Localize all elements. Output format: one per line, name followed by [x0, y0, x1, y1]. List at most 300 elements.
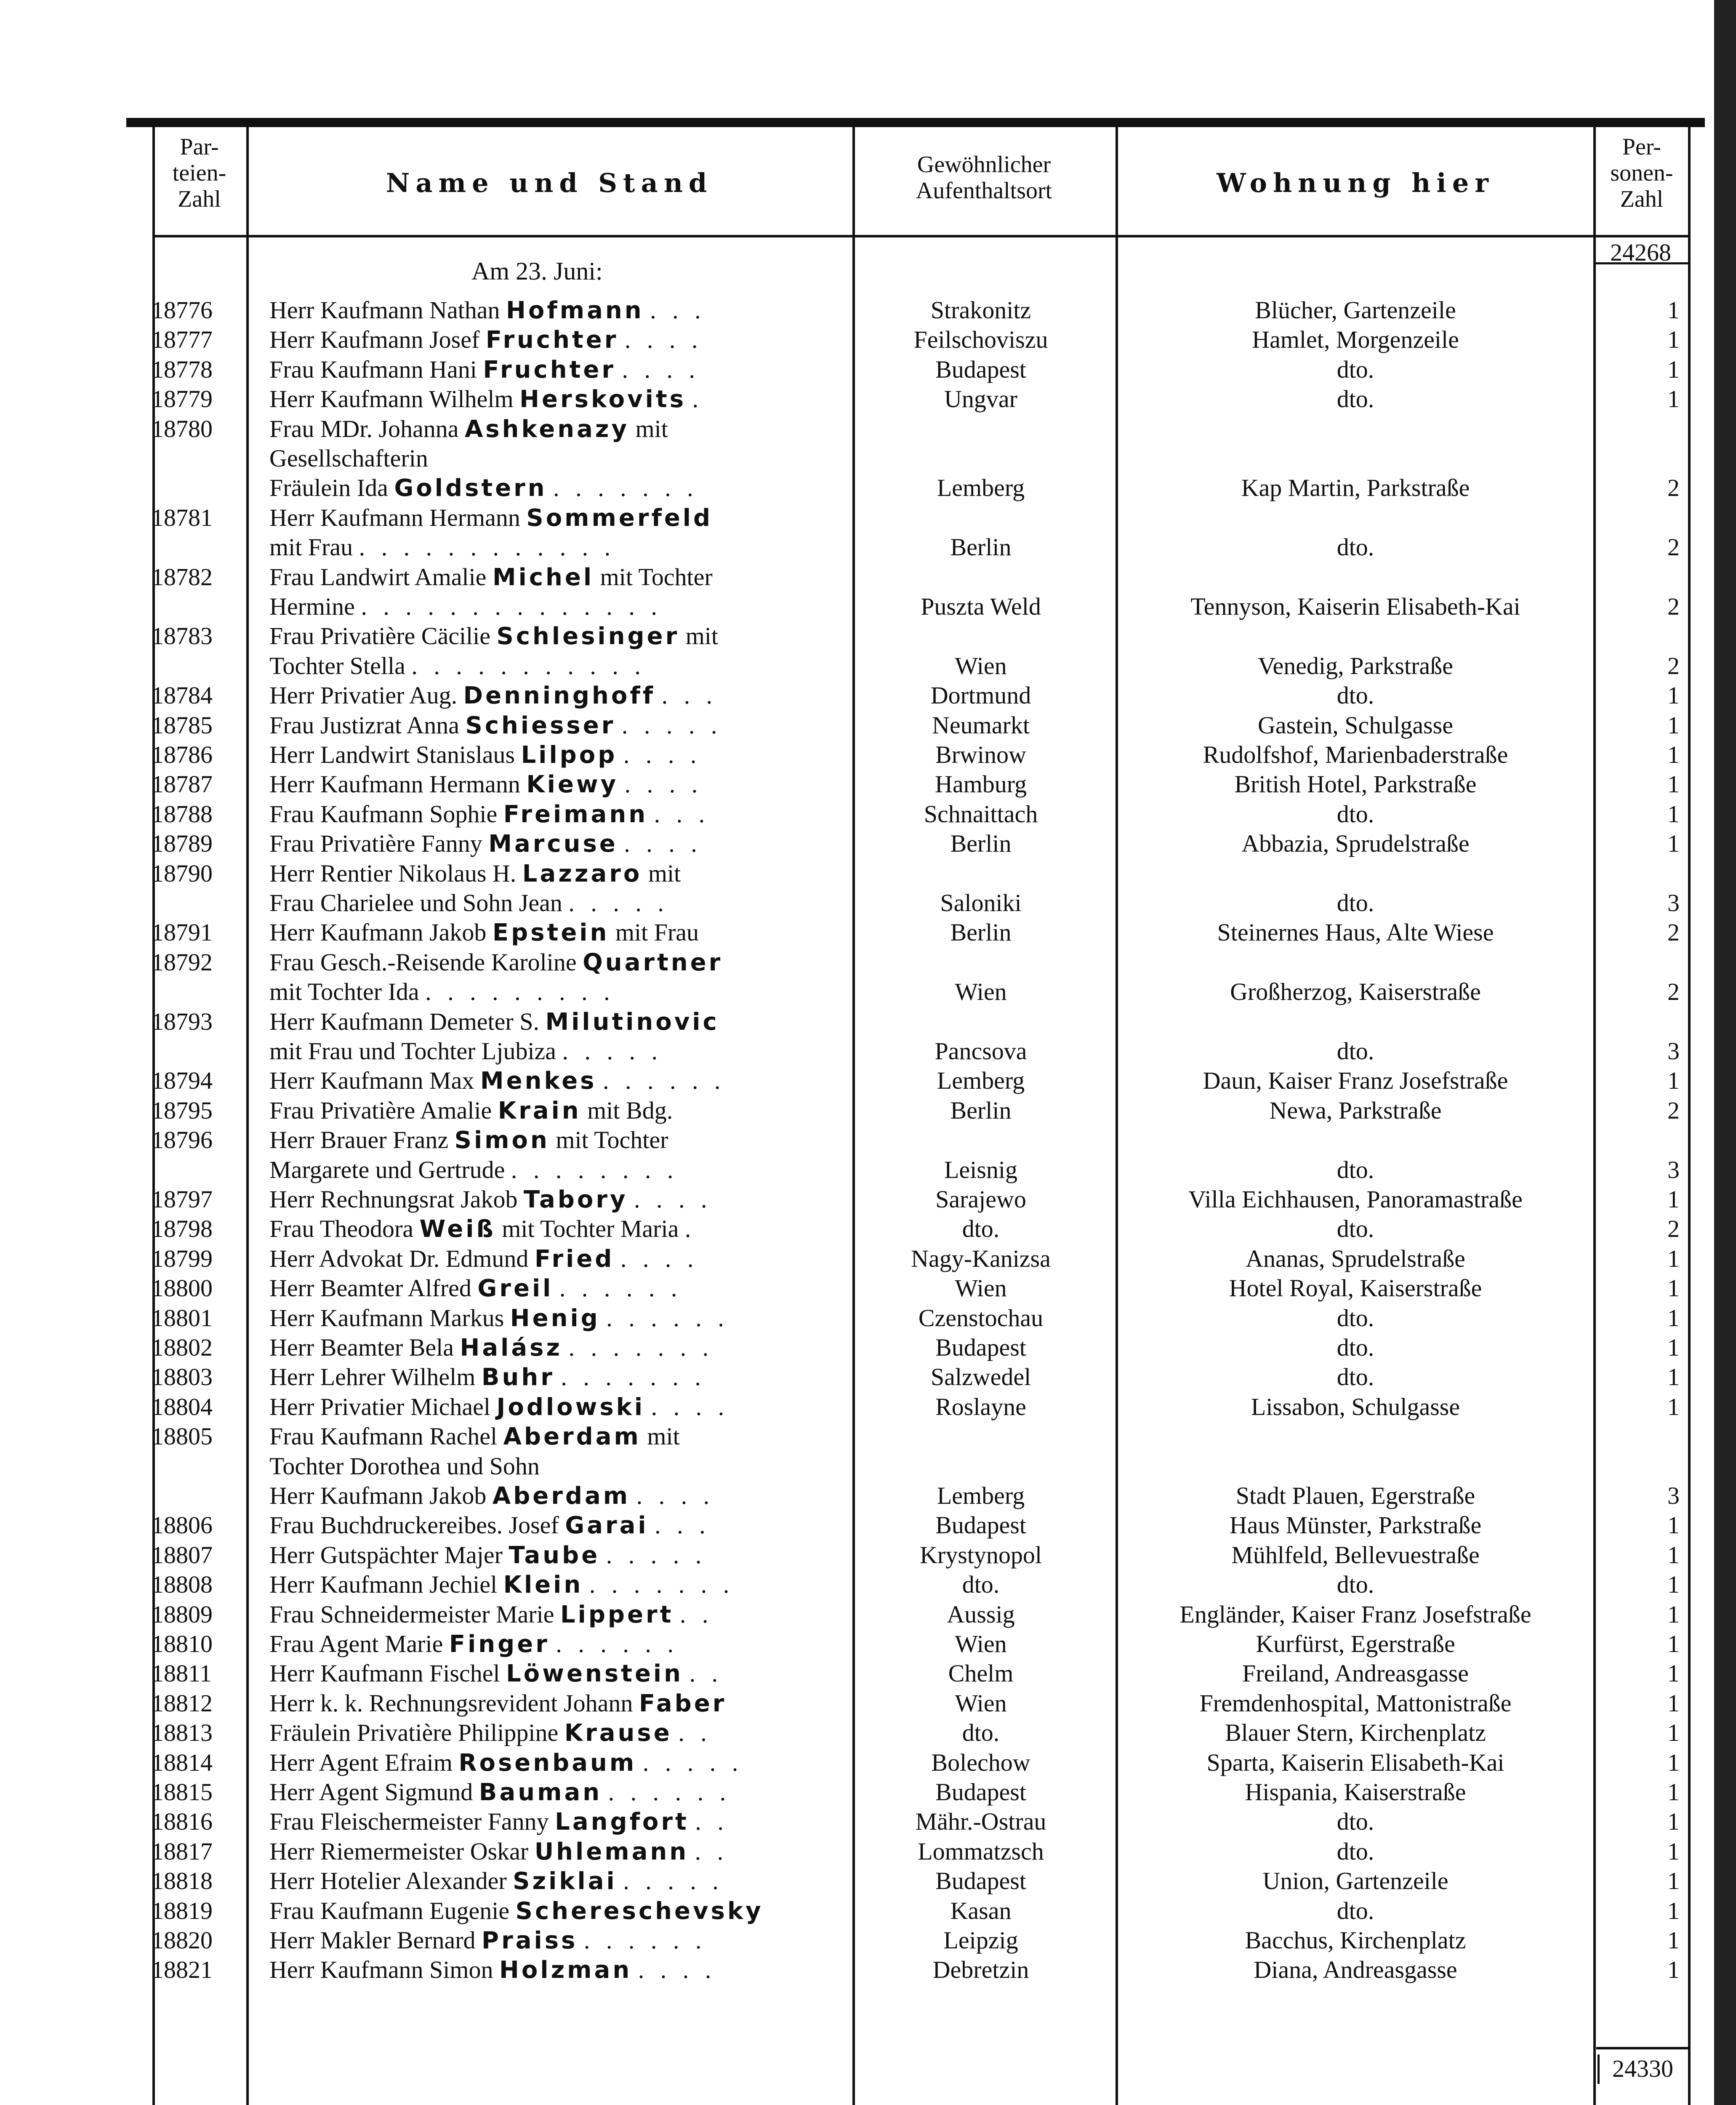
leader-dots: . . . . . . . [561, 1363, 706, 1391]
party-number: 18804 [152, 1393, 213, 1420]
usual-residence: Leipzig [943, 1926, 1018, 1954]
name-cell [269, 1955, 842, 1985]
surname: Menkes [480, 1067, 597, 1095]
party-number: 18810 [152, 1630, 213, 1657]
surname: Jodlowski [496, 1393, 645, 1421]
person-count: 1 [1667, 800, 1680, 828]
usual-residence: Mähr.-Ostrau [915, 1808, 1046, 1836]
usual-residence: Budapest [935, 1778, 1026, 1806]
lodging-address: dto. [1337, 682, 1374, 709]
lodging-address: Großherzog, Kaiserstraße [1230, 978, 1481, 1006]
usual-residence: Lemberg [937, 1067, 1025, 1095]
party-number: 18814 [152, 1748, 213, 1776]
leader-dots: . . . . . [562, 1037, 663, 1065]
usual-residence: Berlin [950, 533, 1012, 561]
person-count: 2 [1667, 652, 1680, 679]
usual-residence: Wien [955, 652, 1007, 679]
person-count: 1 [1667, 1956, 1680, 1984]
name-and-title: Frau Kaufmann Hani [269, 355, 477, 383]
leader-dots: . . . . . . [559, 1274, 682, 1302]
person-count: 1 [1667, 711, 1680, 739]
table-row [0, 1777, 1736, 1807]
name-cell [269, 1570, 842, 1600]
person-count: 1 [1667, 1630, 1680, 1657]
person-count: 2 [1667, 919, 1680, 946]
usual-residence: dto. [962, 1719, 1000, 1747]
table-row [0, 1659, 1736, 1688]
header-address: Wohnung hier [1217, 168, 1494, 198]
name-and-title: Herr Riemermeister Oskar [269, 1837, 529, 1865]
usual-residence: Czenstochau [918, 1304, 1044, 1332]
person-count: 2 [1667, 593, 1680, 620]
name-cell [269, 1066, 842, 1096]
party-number: 18782 [152, 563, 213, 591]
surname: Faber [639, 1689, 727, 1717]
leader-dots: . . . . . . . . [511, 1156, 679, 1183]
name-cell [269, 1244, 842, 1274]
person-count: 1 [1667, 1571, 1680, 1599]
lodging-address: dto. [1337, 1363, 1374, 1391]
person-count: 1 [1667, 1926, 1680, 1954]
usual-residence: Nagy-Kanizsa [911, 1244, 1051, 1272]
surname: Holzman [499, 1956, 632, 1984]
party-number: 18805 [152, 1423, 213, 1450]
person-count: 3 [1667, 1156, 1680, 1183]
usual-residence: Lemberg [937, 1482, 1025, 1509]
surname: Krause [564, 1719, 672, 1747]
name-cell [269, 444, 842, 474]
carry-forward-total: 24268 [1610, 239, 1671, 266]
name-and-title: Herr Kaufmann Jechiel [269, 1571, 498, 1599]
name-and-title: Frau Charielee und Sohn Jean [269, 889, 562, 917]
surname: Greil [477, 1275, 554, 1303]
table-row [0, 325, 1736, 354]
surname: Uhlemann [534, 1838, 689, 1865]
table-row [0, 888, 1736, 918]
name-cell [269, 1807, 842, 1837]
name-and-title: Herr Kaufmann Jakob [269, 919, 487, 946]
leader-dots: . . [695, 1808, 729, 1836]
name-and-title: Herr Kaufmann Jakob [269, 1482, 487, 1509]
person-count: 2 [1667, 1096, 1680, 1124]
party-number: 18803 [152, 1363, 213, 1391]
lodging-address: dto. [1337, 889, 1374, 917]
header-name: Name und Stand [386, 168, 713, 198]
usual-residence: Wien [955, 1689, 1007, 1717]
leader-dots: . . . . [651, 1393, 730, 1420]
person-count: 1 [1667, 1689, 1680, 1717]
name-cell [269, 1777, 842, 1807]
name-and-title: Frau Kaufmann Eugenie [269, 1897, 510, 1924]
lodging-address: dto. [1337, 385, 1374, 413]
table-row [0, 1540, 1736, 1570]
usual-residence: Budapest [935, 1867, 1026, 1895]
usual-residence: Roslayne [935, 1393, 1026, 1420]
leader-dots: . . . . . . [606, 1304, 729, 1332]
usual-residence: Feilschoviszu [913, 326, 1048, 354]
leader-dots: . . [678, 1719, 712, 1747]
surname: Lilpop [521, 741, 618, 769]
usual-residence: Strakonitz [930, 296, 1031, 324]
person-count: 1 [1667, 326, 1680, 354]
usual-residence: Budapest [935, 1334, 1026, 1361]
name-and-title: Herr Landwirt Stanislaus [269, 741, 515, 768]
leader-dots: . . . [654, 800, 710, 828]
header-party-line-1: Par- [180, 134, 219, 160]
name-cell [269, 1896, 842, 1926]
surname: Buhr [481, 1364, 555, 1391]
table-row [0, 770, 1736, 799]
name-and-title: Herr Kaufmann Josef [269, 326, 480, 354]
name-cell [269, 1214, 842, 1244]
name-and-title: Herr Agent Sigmund [269, 1778, 473, 1806]
table-row [0, 296, 1736, 325]
name-cell [269, 1837, 842, 1867]
table-row [0, 1866, 1736, 1896]
name-suffix: mit [647, 1423, 680, 1450]
lodging-address: Stadt Plauen, Egerstraße [1235, 1482, 1475, 1509]
party-number: 18780 [152, 415, 213, 442]
surname: Aberdam [492, 1482, 631, 1510]
person-count: 1 [1667, 1393, 1680, 1420]
surname: Goldstern [394, 474, 547, 502]
name-and-title: Herr Lehrer Wilhelm [269, 1363, 476, 1391]
lodging-address: Haus Münster, Parkstraße [1229, 1511, 1482, 1539]
usual-residence: Wien [955, 1274, 1007, 1302]
table-row [0, 414, 1736, 444]
person-count: 1 [1667, 1748, 1680, 1776]
table-row [0, 948, 1736, 977]
name-and-title: Herr Beamter Bela [269, 1334, 454, 1361]
lodging-address: Kap Martin, Parkstraße [1241, 474, 1470, 502]
table-row [0, 1214, 1736, 1244]
name-and-title: Frau Privatière Fanny [269, 830, 482, 858]
lodging-address: British Hotel, Parkstraße [1234, 770, 1477, 798]
lodging-address: dto. [1337, 533, 1374, 561]
party-number: 18811 [152, 1660, 212, 1687]
person-count: 1 [1667, 682, 1680, 709]
surname: Löwenstein [506, 1660, 683, 1688]
name-and-title: Herr Advokat Dr. Edmund [269, 1244, 529, 1272]
name-cell [269, 711, 842, 741]
surname: Aberdam [503, 1423, 641, 1451]
header-persons-line-2: sonen- [1610, 160, 1673, 186]
table-row [0, 444, 1736, 473]
table-row [0, 1244, 1736, 1274]
party-number: 18806 [152, 1511, 213, 1539]
name-cell [269, 325, 842, 355]
lodging-address: Hispania, Kaiserstraße [1245, 1778, 1466, 1806]
leader-dots: . . . . [636, 1482, 715, 1509]
name-cell [269, 355, 842, 385]
name-and-title: Frau Privatière Amalie [269, 1096, 492, 1124]
lodging-address: Newa, Parkstraße [1269, 1096, 1442, 1124]
table-row [0, 1629, 1736, 1659]
lodging-address: dto. [1337, 1808, 1374, 1836]
name-cell [269, 1748, 842, 1778]
name-cell [269, 621, 842, 651]
party-number: 18778 [152, 355, 213, 383]
table-row [0, 1007, 1736, 1037]
usual-residence: Kasan [950, 1897, 1012, 1924]
name-and-title: Herr Kaufmann Markus [269, 1304, 504, 1332]
lodging-address: Kurfürst, Egerstraße [1256, 1630, 1455, 1657]
name-and-title: Frau Theodora [269, 1215, 413, 1243]
table-row [0, 1185, 1736, 1214]
person-count: 1 [1667, 355, 1680, 383]
person-count: 1 [1667, 1660, 1680, 1687]
header-persons-line-3: Zahl [1620, 186, 1664, 212]
person-count: 1 [1667, 1186, 1680, 1213]
surname: Ashkenazy [464, 415, 629, 443]
header-party-line-2: teien- [172, 160, 226, 186]
table-top-rule [126, 118, 1705, 127]
surname: Sommerfeld [526, 504, 713, 532]
name-and-title: Herr Makler Bernard [269, 1926, 476, 1954]
usual-residence: Sarajewo [935, 1186, 1026, 1213]
surname: Fruchter [483, 356, 616, 384]
person-count: 2 [1667, 533, 1680, 561]
header-party-number [152, 134, 246, 212]
surname: Krain [498, 1097, 581, 1124]
name-cell [269, 1926, 842, 1956]
usual-residence: Berlin [950, 830, 1012, 858]
usual-residence: Aussig [947, 1600, 1015, 1628]
name-cell [269, 1511, 842, 1540]
table-row [0, 1125, 1736, 1155]
surname: Kiewy [526, 771, 619, 799]
table-row [0, 1392, 1736, 1422]
table-row [0, 592, 1736, 621]
usual-residence: Dortmund [930, 682, 1031, 709]
leader-dots: . . . . . . [608, 1778, 731, 1806]
table-row [0, 1333, 1736, 1362]
person-count: 2 [1667, 1215, 1680, 1243]
date-heading: Am 23. Juni: [471, 257, 603, 285]
surname: Schiesser [465, 711, 616, 739]
name-and-title: Herr Agent Efraim [269, 1748, 453, 1776]
usual-residence: Budapest [935, 355, 1026, 383]
name-cell [269, 859, 842, 889]
name-and-title: Frau Justizrat Anna [269, 711, 460, 739]
name-cell [269, 1600, 842, 1630]
leader-dots: . . . . [624, 326, 703, 354]
surname: Taube [509, 1541, 600, 1569]
surname: Lazzaro [522, 860, 642, 887]
table-row [0, 533, 1736, 562]
name-cell [269, 651, 842, 681]
name-and-title: Herr Kaufmann Nathan [269, 296, 500, 324]
usual-residence: Lemberg [937, 474, 1025, 502]
name-and-title: Herr Kaufmann Wilhelm [269, 385, 514, 413]
usual-residence: Budapest [935, 1511, 1026, 1539]
party-number: 18779 [152, 385, 213, 413]
surname: Hofmann [506, 297, 644, 324]
leader-dots: . [684, 1215, 696, 1243]
name-cell [269, 1629, 842, 1659]
table-row [0, 1155, 1736, 1185]
surname: Henig [510, 1304, 600, 1332]
name-and-title: Hermine [269, 593, 355, 620]
leader-dots: . . . . . . . [553, 474, 698, 502]
party-number: 18819 [152, 1897, 213, 1924]
leader-dots: . . . . [624, 770, 703, 798]
party-number: 18787 [152, 770, 213, 798]
name-cell [269, 1007, 842, 1037]
name-cell [269, 592, 842, 622]
person-count: 1 [1667, 1837, 1680, 1865]
surname: Finger [449, 1631, 550, 1658]
lodging-address: Lissabon, Schulgasse [1251, 1393, 1460, 1420]
table-row [0, 711, 1736, 740]
name-cell [269, 740, 842, 770]
person-count: 1 [1667, 296, 1680, 324]
surname: Halász [460, 1334, 563, 1362]
name-cell [269, 1333, 842, 1363]
surname: Rosenbaum [458, 1749, 637, 1777]
table-row [0, 1481, 1736, 1511]
lodging-address: dto. [1337, 1215, 1374, 1243]
surname: Garai [565, 1512, 649, 1540]
leader-dots: . . . . . [606, 1541, 707, 1569]
party-number: 18808 [152, 1571, 213, 1599]
party-number: 18783 [152, 622, 213, 650]
surname: Bauman [479, 1779, 602, 1806]
person-count: 1 [1667, 385, 1680, 413]
header-origin [855, 152, 1113, 204]
leader-dots: . . . . [622, 355, 700, 383]
lodging-address: Venedig, Parkstraße [1258, 652, 1453, 679]
name-cell [269, 1037, 842, 1066]
name-and-title: Herr Kaufmann Max [269, 1067, 474, 1095]
leader-dots: . . [689, 1660, 723, 1687]
surname: Lippert [560, 1601, 674, 1628]
person-count: 1 [1667, 1778, 1680, 1806]
person-count: 1 [1667, 1363, 1680, 1391]
lodging-address: Mühlfeld, Bellevuestraße [1231, 1541, 1480, 1569]
party-number: 18776 [152, 296, 213, 324]
usual-residence: dto. [962, 1571, 1000, 1599]
leader-dots: . . . . [634, 1186, 712, 1213]
name-and-title: Fräulein Privatière Philippine [269, 1719, 559, 1747]
table-row [0, 1274, 1736, 1303]
party-number: 18817 [152, 1837, 213, 1865]
name-and-title: Herr Kaufmann Hermann [269, 504, 520, 531]
party-number: 18818 [152, 1867, 213, 1895]
name-and-title: Frau Gesch.-Reisende Karoline [269, 948, 577, 976]
table-row [0, 918, 1736, 947]
leader-dots: . [692, 385, 703, 413]
party-number: 18815 [152, 1778, 213, 1806]
person-count: 2 [1667, 978, 1680, 1006]
usual-residence: Salzwedel [930, 1363, 1031, 1391]
name-suffix: mit [685, 622, 719, 650]
name-and-title: mit Frau und Tochter Ljubiza [269, 1037, 556, 1065]
surname: Milutinovic [545, 1008, 719, 1036]
name-cell [269, 829, 842, 859]
leader-dots: . . . . . [623, 1867, 724, 1895]
name-suffix: mit [648, 859, 681, 887]
table-row [0, 1452, 1736, 1481]
table-row [0, 1037, 1736, 1066]
table-row [0, 859, 1736, 888]
name-and-title: Frau Kaufmann Sophie [269, 800, 498, 828]
lodging-address: dto. [1337, 1897, 1374, 1924]
lodging-address: Sparta, Kaiserin Elisabeth-Kai [1206, 1748, 1504, 1776]
surname: Epstein [492, 919, 610, 947]
person-count: 1 [1667, 1067, 1680, 1095]
name-and-title: Tochter Dorothea und Sohn [269, 1452, 540, 1480]
usual-residence: Brwinow [935, 741, 1026, 768]
leader-dots: . . . . . . [583, 1926, 707, 1954]
person-count: 1 [1667, 1244, 1680, 1272]
name-and-title: Herr Kaufmann Simon [269, 1956, 493, 1984]
leader-dots: . . . . . [621, 711, 722, 739]
name-and-title: Herr Rechnungsrat Jakob [269, 1186, 518, 1213]
party-number: 18820 [152, 1926, 213, 1954]
name-cell [269, 918, 842, 948]
party-number: 18813 [152, 1719, 213, 1747]
surname: Fruchter [485, 326, 619, 354]
surname: Schereschevsky [515, 1897, 764, 1925]
party-number: 18785 [152, 711, 213, 739]
name-cell [269, 1155, 842, 1185]
lodging-address: Villa Eichhausen, Panoramastraße [1188, 1186, 1523, 1213]
surname: Sziklai [513, 1868, 617, 1895]
party-number: 18800 [152, 1274, 213, 1302]
party-number: 18812 [152, 1689, 213, 1717]
table-row [0, 1926, 1736, 1955]
person-count: 1 [1667, 1304, 1680, 1332]
name-and-title: Frau MDr. Johanna [269, 415, 459, 442]
party-number: 18798 [152, 1215, 213, 1243]
name-cell [269, 296, 842, 325]
surname: Klein [503, 1571, 583, 1599]
usual-residence: Saloniki [940, 889, 1022, 917]
party-number: 18788 [152, 800, 213, 828]
lodging-address: Abbazia, Sprudelstraße [1241, 830, 1470, 858]
surname: Weiß [419, 1215, 496, 1243]
leader-dots: . . . . . [642, 1748, 743, 1776]
table-row [0, 1807, 1736, 1836]
lodging-address: Gastein, Schulgasse [1258, 711, 1453, 739]
usual-residence: Neumarkt [932, 711, 1030, 739]
person-count: 3 [1667, 1482, 1680, 1509]
party-number: 18781 [152, 504, 213, 531]
header-party-line-3: Zahl [178, 186, 221, 212]
table-row [0, 1748, 1736, 1777]
name-suffix: mit Tochter [600, 563, 713, 591]
person-count: 1 [1667, 1808, 1680, 1836]
usual-residence: Puszta Weld [921, 593, 1041, 620]
name-cell [269, 1452, 842, 1481]
lodging-address: dto. [1337, 1037, 1374, 1065]
party-number: 18801 [152, 1304, 213, 1332]
party-number: 18786 [152, 741, 213, 768]
name-cell [269, 414, 842, 444]
lodging-address: dto. [1337, 800, 1374, 828]
table-row [0, 1896, 1736, 1926]
lodging-address: Ananas, Sprudelstraße [1246, 1244, 1465, 1272]
leader-dots: . . . . . [568, 889, 669, 917]
surname: Freimann [503, 800, 648, 828]
name-cell [269, 948, 842, 978]
person-count: 1 [1667, 1541, 1680, 1569]
lodging-address: Steinernes Haus, Alte Wiese [1217, 919, 1494, 946]
surname: Herskovits [519, 386, 686, 413]
table-row [0, 829, 1736, 858]
surname: Simon [454, 1127, 550, 1154]
